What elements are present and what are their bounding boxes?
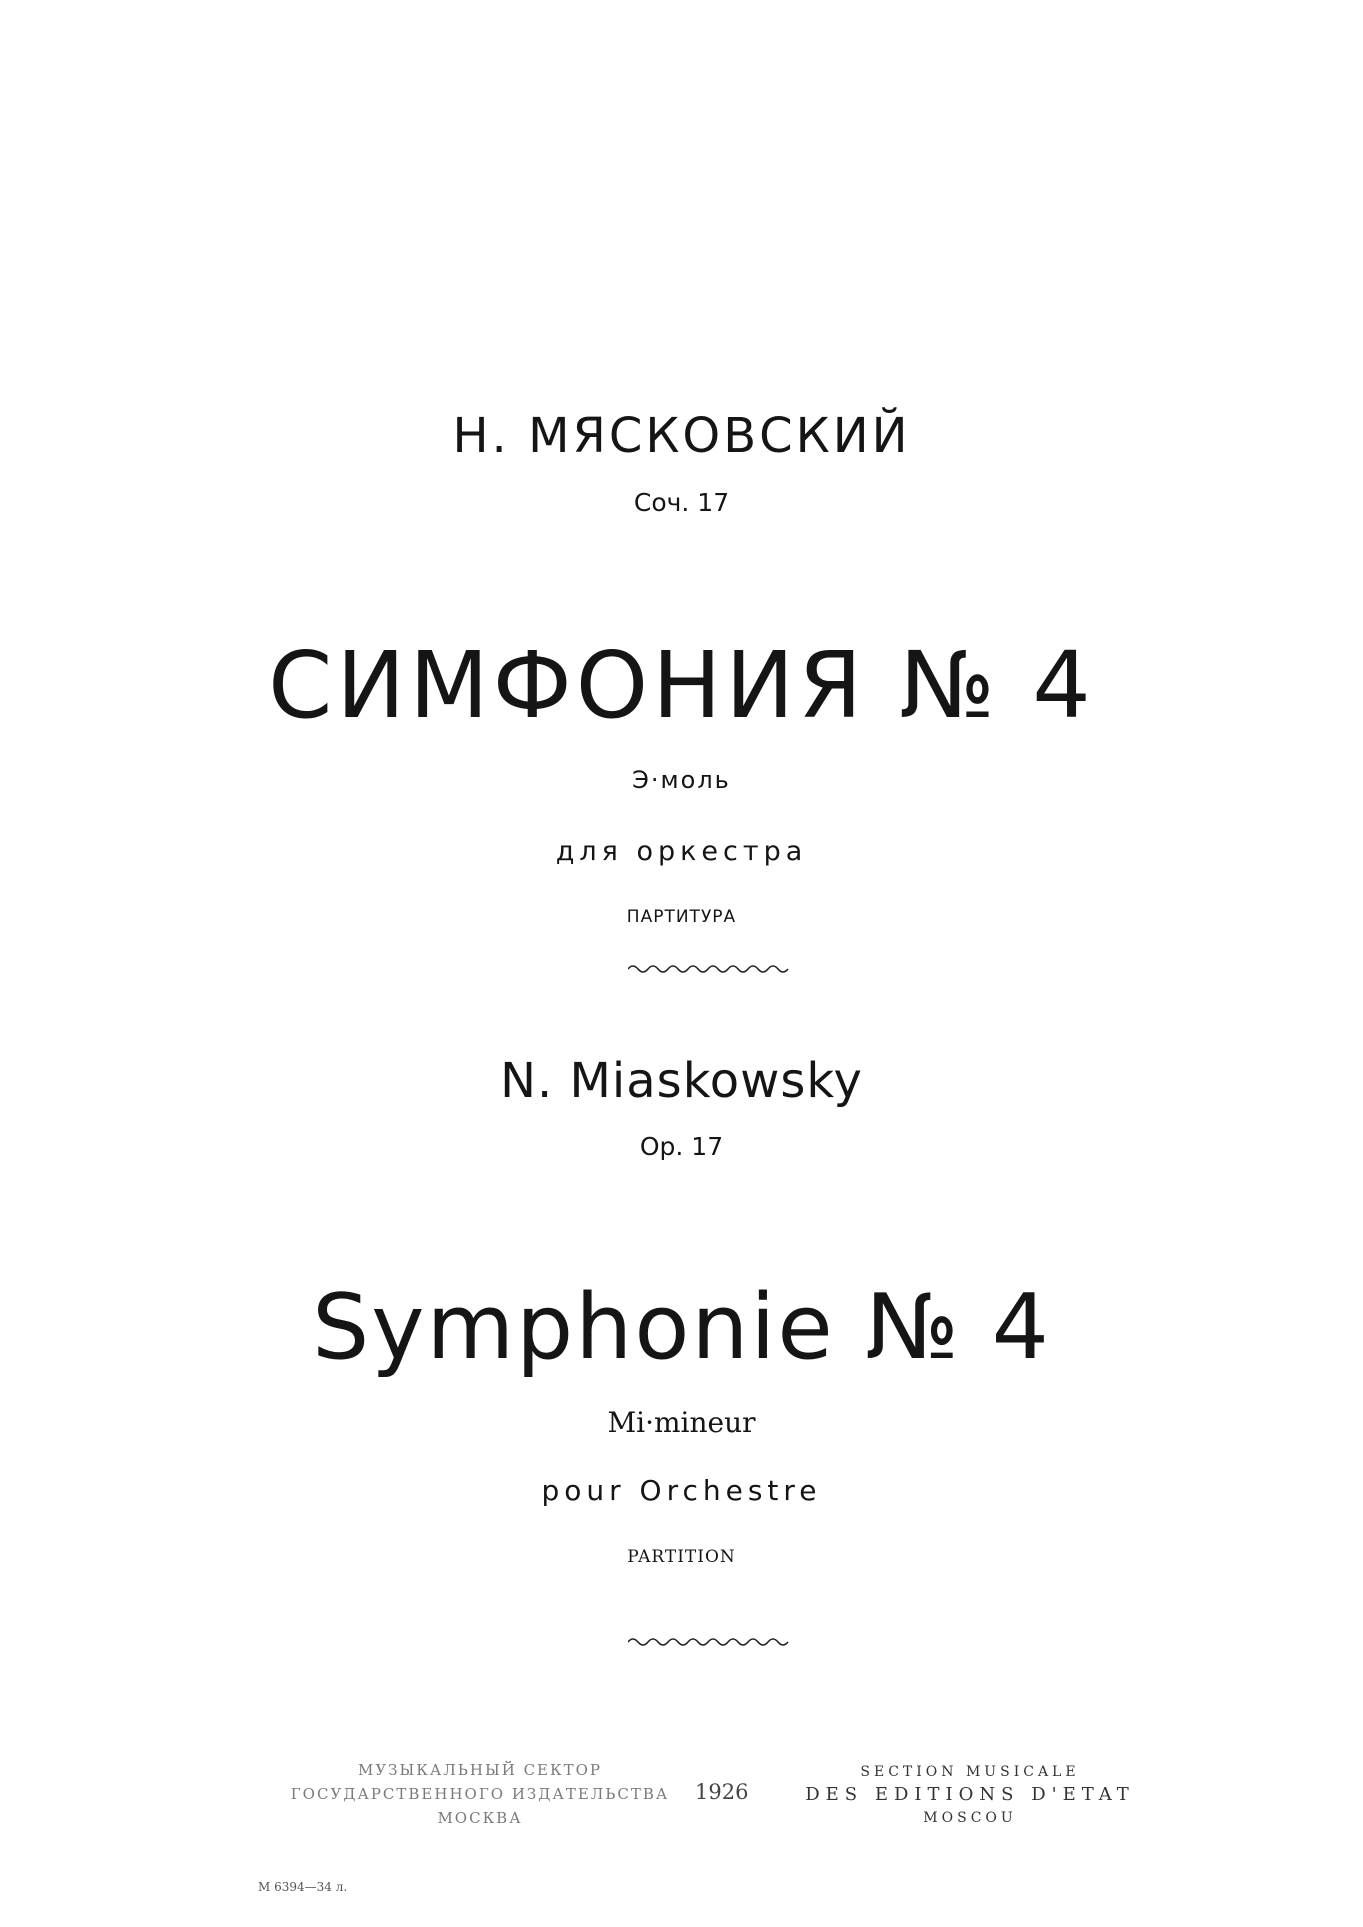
imprint-line: MOSCOU [923, 1810, 1017, 1826]
key-french: Mi·mineur [607, 1406, 756, 1439]
scoring-russian: для оркестра [555, 836, 808, 867]
work-title-french: Symphonie № 4 [312, 1275, 1051, 1380]
plate-number: М 6394—34 л. [258, 1880, 348, 1894]
score-label-russian: ПАРТИТУРА [626, 907, 737, 927]
composer-name-russian: Н. МЯСКОВСКИЙ [452, 408, 911, 464]
publisher-imprint-french [800, 1762, 1140, 1828]
imprint-line: DES EDITIONS D'ETAT [805, 1784, 1135, 1805]
decorative-divider [628, 963, 794, 975]
scoring-french: pour Orchestre [541, 1474, 822, 1507]
opus-number-french: Op. 17 [639, 1132, 724, 1161]
score-label-french: PARTITION [627, 1547, 736, 1567]
work-title-russian: СИМФОНИЯ № 4 [268, 632, 1095, 739]
imprint-line: SECTION MUSICALE [860, 1764, 1080, 1780]
publisher-imprint-russian [290, 1758, 670, 1830]
opus-number-russian: Соч. 17 [633, 488, 730, 517]
decorative-divider [628, 1636, 794, 1648]
composer-name-french: N. Miaskowsky [500, 1053, 863, 1109]
imprint-line: МОСКВА [437, 1809, 523, 1827]
key-russian: Э·моль [632, 766, 731, 794]
publication-year: 1926 [695, 1780, 749, 1804]
imprint-line: ГОСУДАРСТВЕННОГО ИЗДАТЕЛЬСТВА [290, 1785, 670, 1803]
imprint-line: МУЗЫКАЛЬНЫЙ СЕКТОР [357, 1761, 602, 1779]
